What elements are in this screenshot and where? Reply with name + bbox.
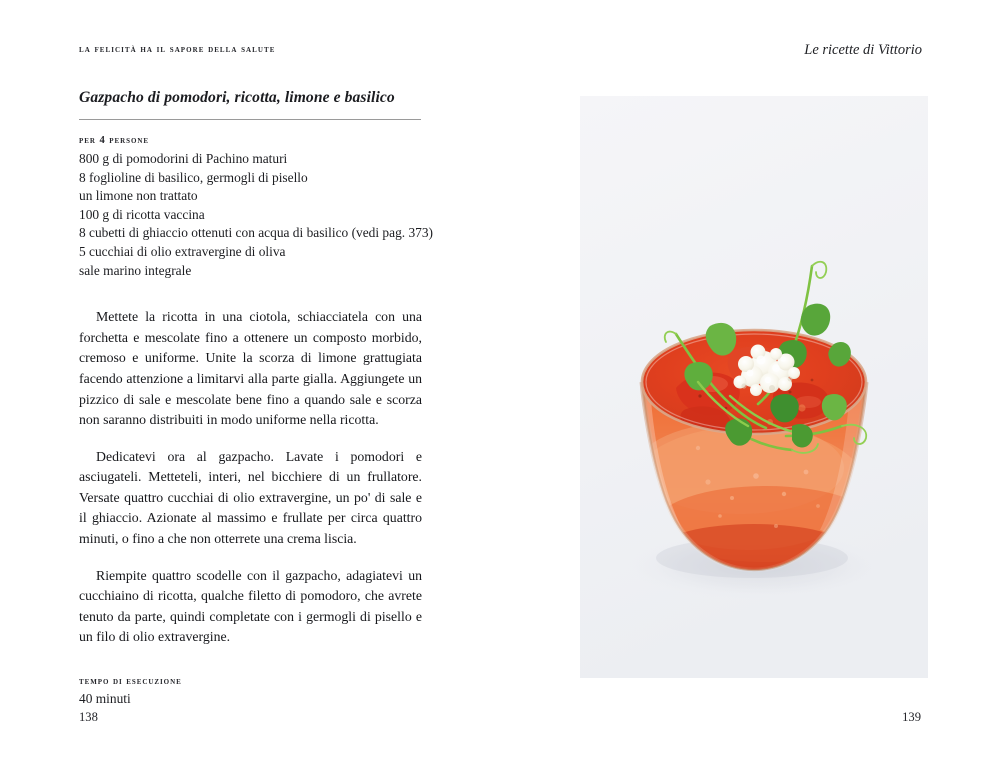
recipe-step-paragraph: Dedicatevi ora al gazpacho. Lavate i pomodori e asciugateli. Metteteli, interi, nel bicchiere di un frullatore. Versate quattro cucchiai di olio extravergine, un po' di sale e il ghiaccio. Azionate al massimo e frullate per circa quattro minuti, o fino a che non otterrete una crema liscia. xyxy=(79,448,422,547)
ingredient-item: 5 cucchiai di olio extravergine di oliva xyxy=(79,243,286,259)
ingredients-list xyxy=(79,150,434,280)
title-divider xyxy=(79,119,421,120)
recipe-text-column xyxy=(79,88,434,708)
recipe-step-paragraph: Riempite quattro scodelle con il gazpacho, adagiatevi un cucchiaino di ricotta, qualche filetto di pomodoro, che avrete tenuto da parte, quindi completate con i germogli di pisello e un filo di olio extravergine. xyxy=(79,567,422,645)
ingredient-item: 100 g di ricotta vaccina xyxy=(79,206,205,222)
page-number-left: 138 xyxy=(79,710,98,724)
execution-time-label: tempo di esecuzione xyxy=(79,676,182,688)
ingredient-item: 800 g di pomodorini di Pachino maturi xyxy=(79,150,288,166)
recipe-step-paragraph: Mettete la ricotta in una ciotola, schiacciatela con una forchetta e mescolate fino a ottenere un composto morbido, cremoso e uniforme. Unite la scorza di limone grattugiata facendo attenzione a limitarvi alla parte gialla. Aggiungete un pizzico di sale e mescolate bene fino a quando sale e scorza non saranno distribuiti in modo uniforme nella ricotta. xyxy=(79,309,422,428)
recipe-steps xyxy=(79,307,422,648)
servings-label: per 4 persone xyxy=(79,135,150,147)
page-number-right: 139 xyxy=(902,710,921,724)
execution-time-value: 40 minuti xyxy=(79,690,131,706)
execution-time-block xyxy=(79,676,422,708)
recipe-title: Gazpacho di pomodori, ricotta, limone e basilico xyxy=(79,89,395,106)
ingredient-item: 8 cubetti di ghiaccio ottenuti con acqua di basilico (vedi pag. 373) xyxy=(79,225,434,241)
running-head-right: Le ricette di Vittorio xyxy=(804,42,922,58)
gazpacho-bowl-illustration xyxy=(580,96,928,678)
ingredient-item: 8 foglioline di basilico, germogli di pisello xyxy=(79,169,308,185)
recipe-photograph xyxy=(580,96,928,678)
ingredient-item: sale marino integrale xyxy=(79,262,192,278)
running-head-left: la felicità ha il sapore della salute xyxy=(79,44,276,55)
ingredient-item: un limone non trattato xyxy=(79,188,198,204)
ingredients-block xyxy=(79,135,434,280)
